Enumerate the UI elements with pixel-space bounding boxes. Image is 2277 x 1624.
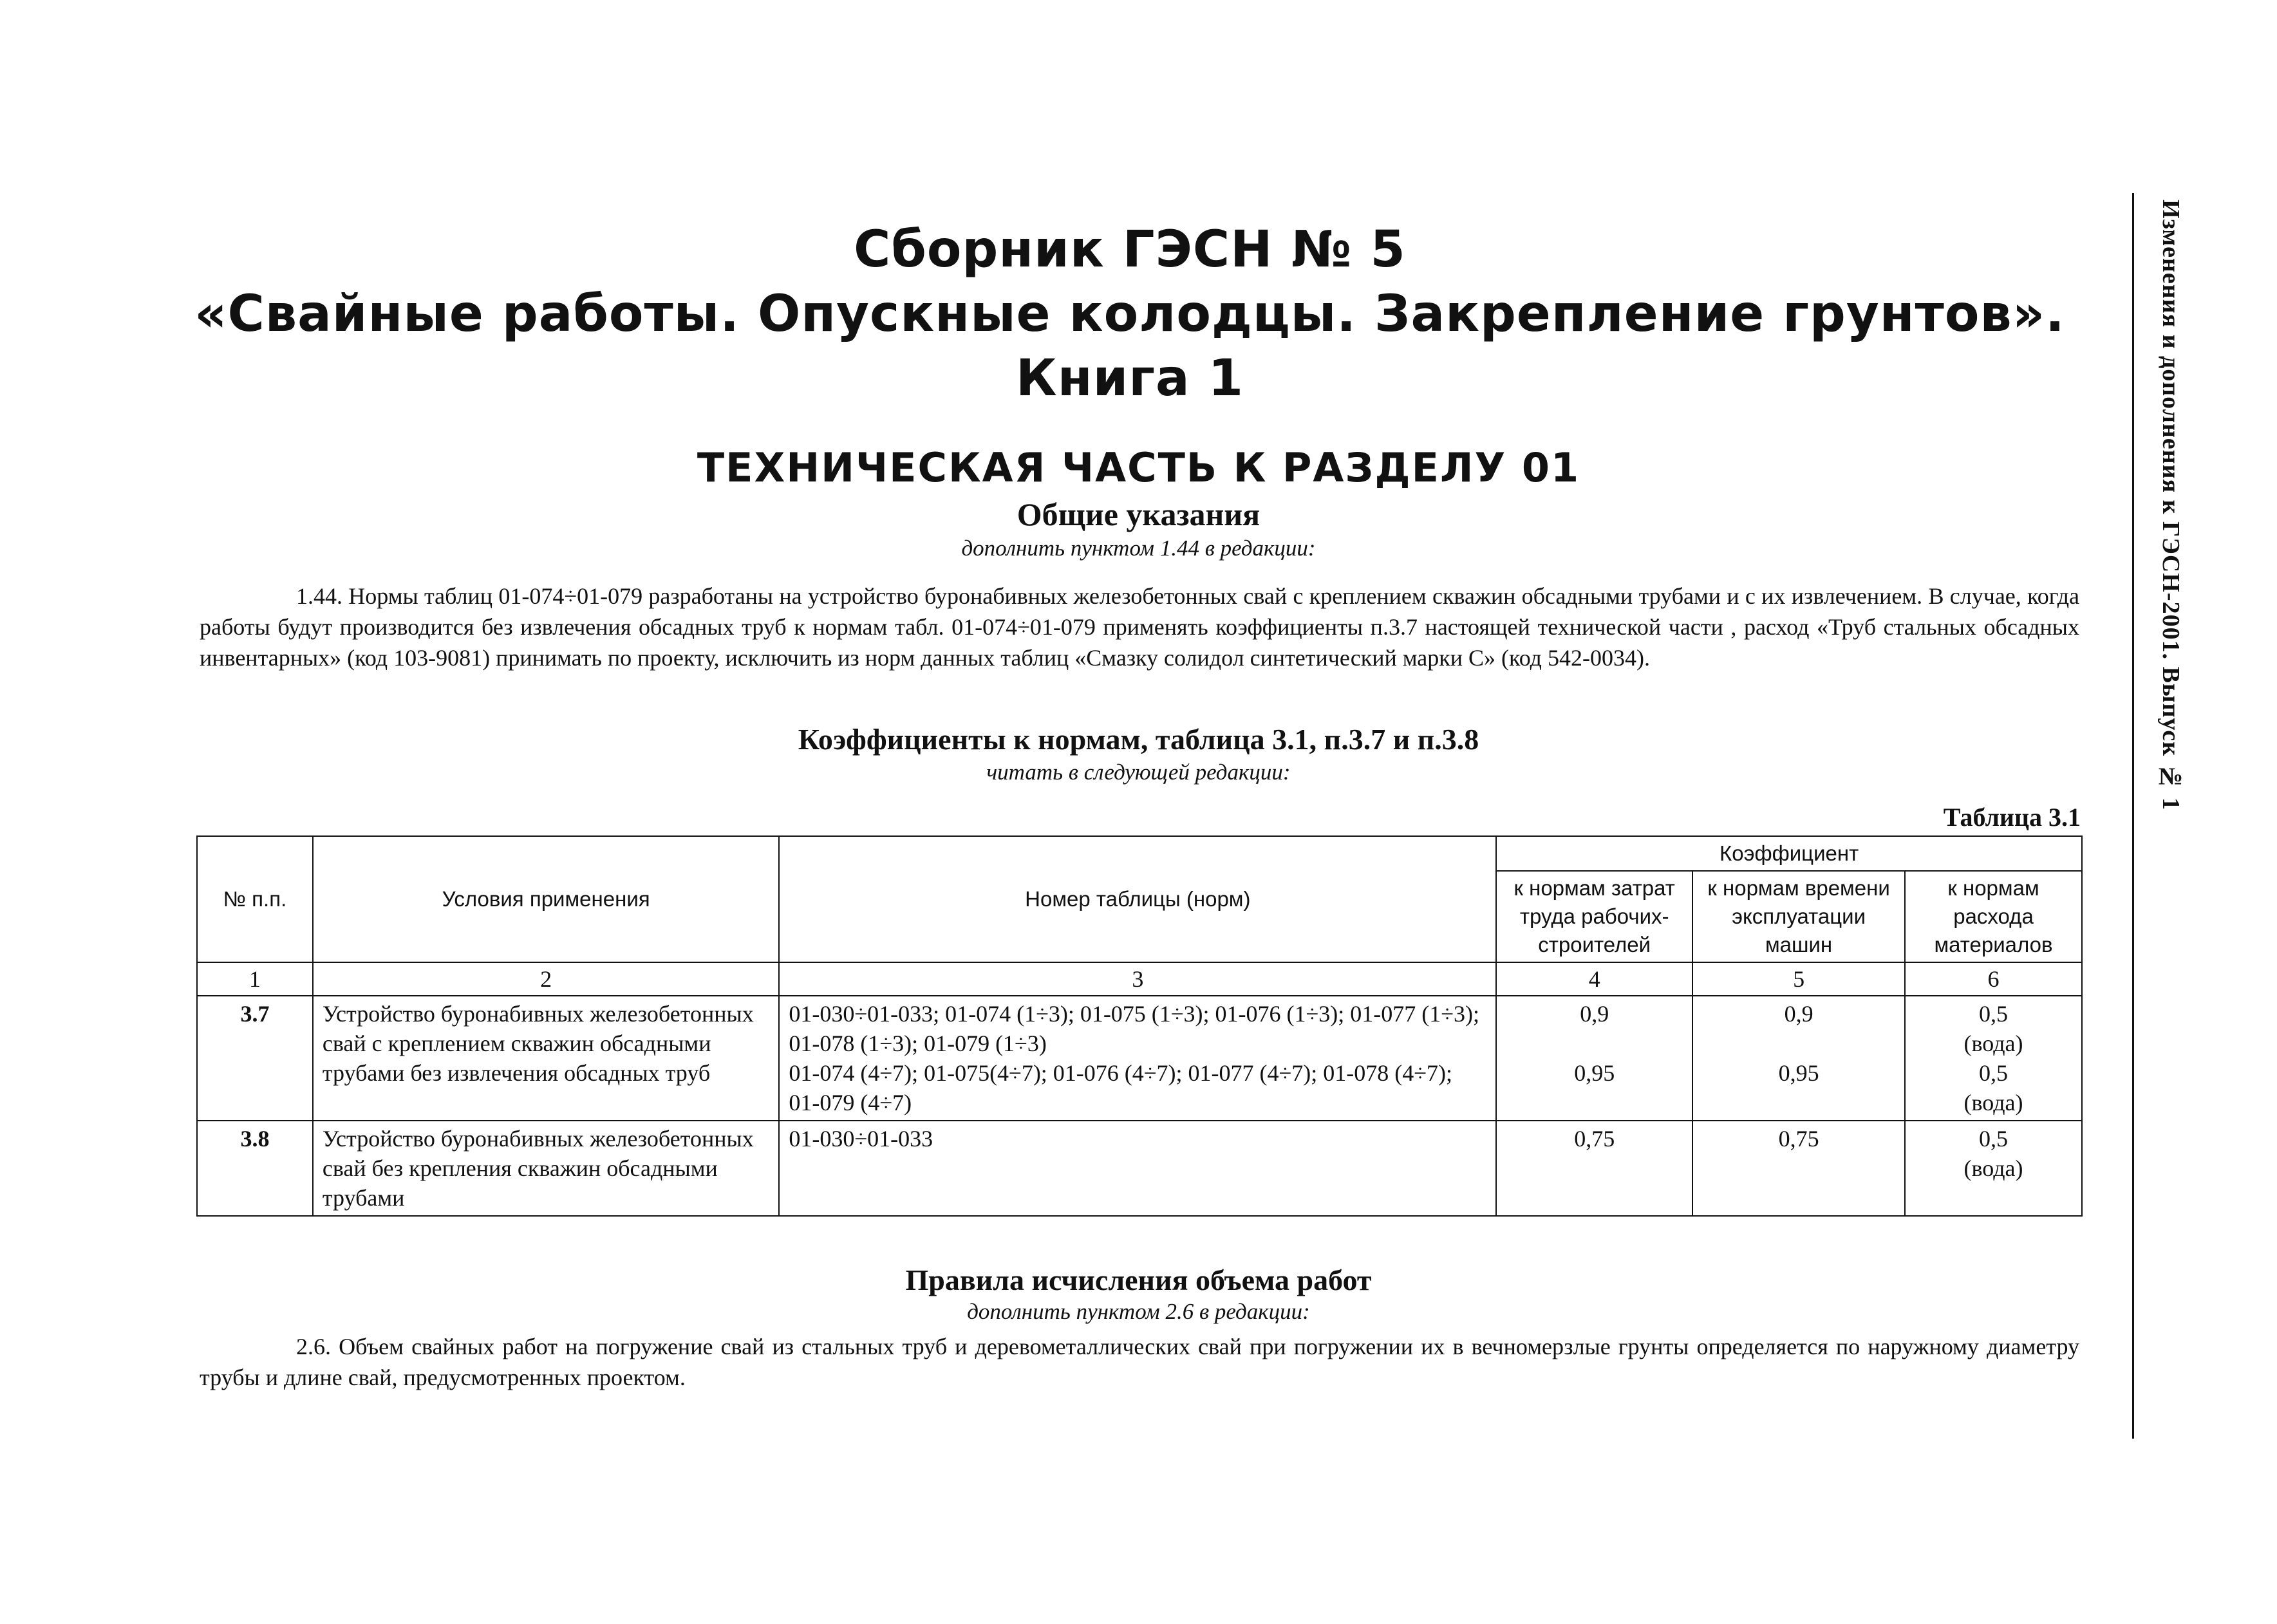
table-label: Таблица 3.1: [1943, 803, 2081, 832]
side-caption: [2118, 200, 2208, 1487]
table-row: [197, 996, 2082, 1121]
paragraph-1-44: [200, 581, 2079, 673]
row-machines: [1692, 996, 1905, 1121]
title-line-3: Книга 1: [1015, 350, 1244, 407]
header-conditions: Условия применения: [313, 836, 779, 962]
coefficients-heading: Коэффициенты к нормам, таблица 3.1, п.3.7 и п.3.8: [798, 723, 1479, 756]
row-labor: 0,75: [1496, 1121, 1692, 1216]
row-num: 3.8: [197, 1121, 313, 1216]
column-number: 6: [1905, 962, 2082, 996]
row-table-numbers: [779, 996, 1496, 1121]
column-number-row: [197, 962, 2082, 996]
column-number: 5: [1692, 962, 1905, 996]
document-title: [167, 218, 2092, 411]
row-materials-b-note: (вода): [1963, 1090, 2023, 1115]
row-materials-a: 0,5: [1979, 1126, 2009, 1152]
row-table-numbers-b: 01-074 (4÷7); 01-075(4÷7); 01-076 (4÷7); 01-077 (4÷7); 01-078 (4÷7); 01-079 (4÷7): [789, 1060, 1452, 1115]
coefficients-table: [196, 835, 2083, 1217]
row-num: 3.7: [197, 996, 313, 1121]
paragraph-2-6: [200, 1331, 2079, 1393]
header-materials: к нормам расхода материалов: [1905, 871, 2082, 962]
general-instructions-note: дополнить пунктом 1.44 в редакции:: [961, 536, 1316, 561]
row-machines-a: 0,9: [1784, 1001, 1813, 1027]
table-row: [197, 1121, 2082, 1216]
column-number: 3: [779, 962, 1496, 996]
header-labor: к нормам затрат труда рабочих-строителей: [1496, 871, 1692, 962]
column-number: 1: [197, 962, 313, 996]
row-labor-b: 0,95: [1574, 1060, 1615, 1086]
rules-heading: Правила исчисления объема работ: [905, 1264, 1372, 1296]
coefficients-note: читать в следующей редакции:: [986, 760, 1291, 785]
row-materials-a-note: (вода): [1963, 1031, 2023, 1056]
header-table-number: Номер таблицы (норм): [779, 836, 1496, 962]
row-conditions: Устройство буронабивных железобетонных свай без крепления скважин обсадными трубами: [313, 1121, 779, 1216]
header-coefficient: Коэффициент: [1496, 836, 2082, 871]
row-labor-a: 0,9: [1580, 1001, 1609, 1027]
paragraph-1-44-text: 1.44. Нормы таблиц 01-074÷01-079 разработаны на устройство буронабивных железобетонных свай с креплением скважин обсадными трубами и с их извлечением. В случае, когда работы будут производится без извлечения обсадных труб к нормам табл. 01-074÷01-079 применять коэффициенты п.3.7 настоящей технической части , расход «Труб стальных обсадных инвентарных» (код 103-9081) принимать по проекту, исключить из норм данных таблиц «Смазку солидол синтетический марки С» (код 542-0034).: [200, 583, 2079, 671]
row-machines: 0,75: [1692, 1121, 1905, 1216]
title-line-1: Сборник ГЭСН № 5: [854, 221, 1406, 279]
section-heading: ТЕХНИЧЕСКАЯ ЧАСТЬ К РАЗДЕЛУ 01: [697, 444, 1580, 491]
row-materials-a-note: (вода): [1963, 1155, 2023, 1181]
paragraph-2-6-text: 2.6. Объем свайных работ на погружение свай из стальных труб и деревометаллических свай при погружении их в вечномерзлые грунты определяется по наружному диаметру трубы и длине свай, предусмотренных проектом.: [200, 1334, 2079, 1390]
column-number: 2: [313, 962, 779, 996]
row-materials: [1905, 1121, 2082, 1216]
general-instructions-heading: Общие указания: [1017, 496, 1260, 532]
row-labor: [1496, 996, 1692, 1121]
row-materials: [1905, 996, 2082, 1121]
row-machines-b: 0,95: [1778, 1060, 1819, 1086]
rules-note: дополнить пунктом 2.6 в редакции:: [967, 1299, 1310, 1324]
row-table-numbers: 01-030÷01-033: [779, 1121, 1496, 1216]
row-table-numbers-a: 01-030÷01-033; 01-074 (1÷3); 01-075 (1÷3); 01-076 (1÷3); 01-077 (1÷3); 01-078 (1÷3); 01-079 (1÷3): [789, 1001, 1479, 1056]
header-machines: к нормам времени эксплуатации машин: [1692, 871, 1905, 962]
row-materials-a: 0,5: [1979, 1001, 2009, 1027]
row-conditions: Устройство буронабивных железобетонных свай с креплением скважин обсадными трубами без извлечения обсадных труб: [313, 996, 779, 1121]
column-number: 4: [1496, 962, 1692, 996]
row-materials-b: 0,5: [1979, 1060, 2009, 1086]
title-line-2: «Свайные работы. Опускные колодцы. Закрепление грунтов».: [194, 285, 2065, 343]
header-num: № п.п.: [197, 836, 313, 962]
side-caption-text: Изменения и дополнения к ГЭСН-2001. Выпуск № 1: [2157, 200, 2184, 811]
